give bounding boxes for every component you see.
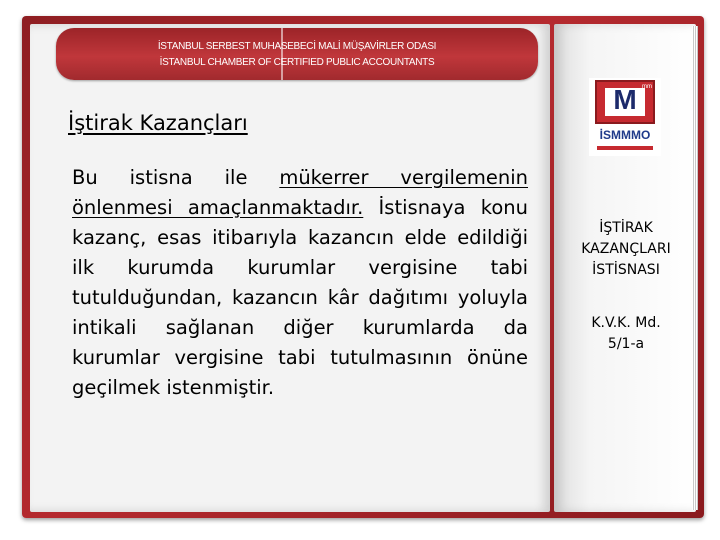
- sidebar-law-reference: [556, 313, 696, 355]
- logo-emblem: [595, 80, 655, 124]
- logo-name: İSMMMO: [599, 128, 651, 142]
- sidebar-ref-line1: K.V.K. Md.: [591, 315, 661, 331]
- ismmmo-logo: [589, 78, 661, 156]
- body-text-emphasis: mükerrer vergilemenin önlenmesi amaçlanmaktadır.: [72, 166, 528, 219]
- logo-letter: M: [613, 84, 637, 115]
- body-paragraph: [72, 163, 528, 403]
- header-banner: [56, 28, 538, 80]
- page-title: İştirak Kazançları: [68, 111, 248, 135]
- logo-superscript: mm: [642, 84, 652, 90]
- bookmark-ribbon: [281, 28, 283, 80]
- sidebar-heading-line1: İŞTİRAK: [599, 220, 653, 236]
- sidebar-ref-line2: 5/1-a: [607, 336, 645, 352]
- body-text-start: Bu istisna ile: [72, 166, 280, 189]
- sidebar-heading: [556, 218, 696, 281]
- body-text-rest: İstisnaya konu kazanç, esas itibarıyla kazancın elde edildiği ilk kurumda kurumlar vergisine tabi tutulduğundan, kazancın kâr dağıtımı yoluyla intikali sağlanan diğer kurumlarda da kurumlar vergisine tabi tutulmasının önüne geçilmek istenmiştir.: [72, 196, 528, 399]
- sidebar-heading-line3: İSTİSNASI: [592, 262, 660, 278]
- sidebar-heading-line2: KAZANÇLARI: [581, 241, 671, 257]
- logo-underline: [597, 146, 653, 150]
- header-title-en: İSTANBUL CHAMBER OF CERTIFIED PUBLIC ACCOUNTANTS: [159, 57, 435, 68]
- header-title-tr: İSTANBUL SERBEST MUHASEBECİ MALİ MÜŞAVİRLER ODASI: [157, 41, 437, 52]
